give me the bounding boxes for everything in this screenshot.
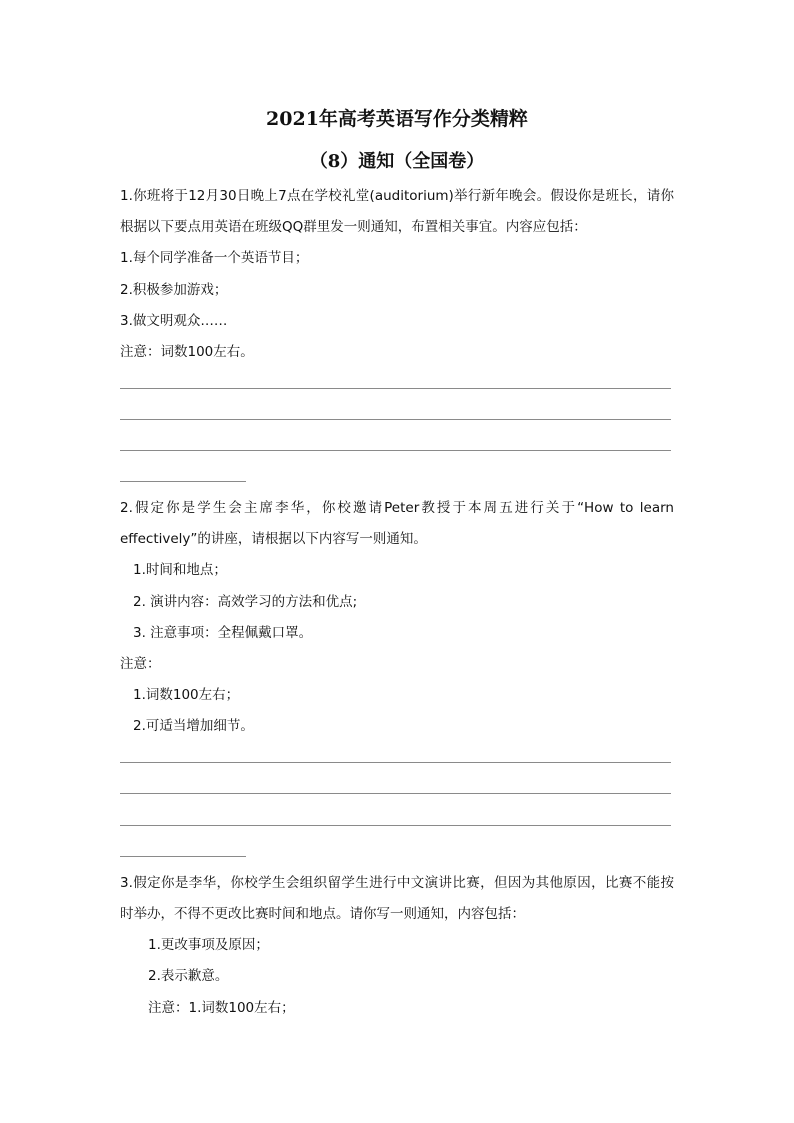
q1-prompt-line2: 根据以下要点用英语在班级QQ群里发一则通知，布置相关事宜。内容应包括：	[120, 219, 587, 235]
q2-note-label: 注意：	[120, 656, 161, 672]
q2-note-1: 1.词数100左右；	[133, 687, 240, 703]
q2-item-1: 1.时间和地点；	[133, 562, 227, 578]
q1-prompt-line1: 1.你班将于12月30日晚上7点在学校礼堂(auditorium)举行新年晚会。假设你是班长，请你	[120, 188, 674, 204]
q3-prompt-line1: 3.假定你是李华，你校学生会组织留学生进行中文演讲比赛，但因为其他原因，比赛不能按	[120, 875, 674, 891]
q2-item-3: 3. 注意事项：全程佩戴口罩。	[133, 625, 313, 641]
q1-note: 注意：词数100左右。	[120, 344, 254, 360]
q1-item-1: 1.每个同学准备一个英语节目；	[120, 250, 309, 266]
q2-item-2: 2. 演讲内容：高效学习的方法和优点;	[133, 594, 358, 610]
q2-note-2: 2.可适当增加细节。	[133, 718, 254, 734]
answer-line	[120, 762, 671, 763]
q3-item-1: 1.更改事项及原因；	[148, 937, 269, 953]
answer-line-short	[120, 856, 246, 857]
q3-item-2: 2.表示歉意。	[148, 968, 229, 984]
answer-line	[120, 388, 671, 389]
answer-line-short	[120, 481, 246, 482]
answer-line	[120, 793, 671, 794]
answer-line	[120, 419, 671, 420]
answer-line	[120, 825, 671, 826]
q1-item-2: 2.积极参加游戏；	[120, 282, 228, 298]
q3-note: 注意：1.词数100左右；	[148, 1000, 295, 1016]
q3-prompt-line2: 时举办，不得不更改比赛时间和地点。请你写一则通知，内容包括：	[120, 906, 525, 922]
q2-prompt-line2: effectively”的讲座，请根据以下内容写一则通知。	[120, 531, 427, 547]
q2-prompt-line1: 2.假定你是学生会主席李华，你校邀请Peter教授于本周五进行关于“How to learn	[120, 500, 674, 516]
document-title: 2021年高考英语写作分类精粹	[266, 108, 528, 130]
q1-item-3: 3.做文明观众……	[120, 313, 228, 329]
answer-line	[120, 450, 671, 451]
document-subtitle: （8）通知（全国卷）	[309, 151, 485, 172]
